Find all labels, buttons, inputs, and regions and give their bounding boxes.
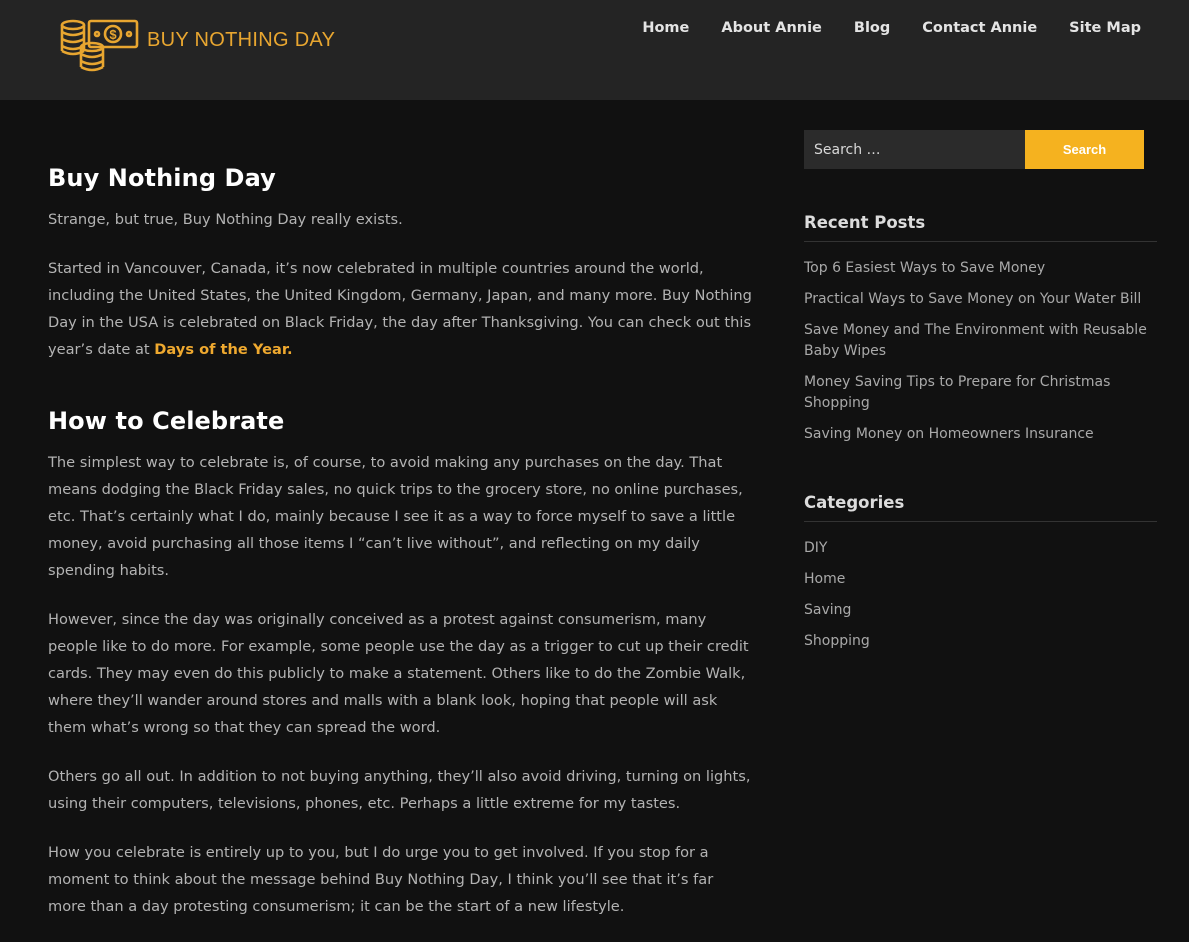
categories-widget [804, 491, 1157, 652]
list-item [804, 289, 1157, 310]
list-item [804, 320, 1157, 362]
categories-title: Categories [804, 491, 1157, 522]
recent-post-link[interactable]: Money Saving Tips to Prepare for Christmas Shopping [804, 374, 1111, 411]
recent-posts-list [804, 258, 1157, 445]
list-item [804, 631, 1157, 652]
days-of-the-year-link[interactable]: Days of the Year. [154, 341, 293, 358]
svg-text:$: $ [109, 27, 117, 42]
article-paragraph: How you celebrate is entirely up to you, but I do urge you to get involved. If you stop for a moment to think about the message behind Buy Nothing Day, I think you’ll see that it’s far more than a day protesting consumerism; it can be the start of a new lifestyle. [48, 844, 714, 915]
coins-money-icon [59, 17, 141, 73]
category-link-shopping[interactable]: Shopping [804, 633, 870, 649]
nav-about-annie[interactable]: About Annie [721, 20, 822, 36]
list-item [804, 569, 1157, 590]
recent-posts-widget [804, 211, 1157, 445]
sidebar [804, 130, 1157, 662]
nav-blog[interactable]: Blog [853, 20, 891, 36]
article-title: Buy Nothing Day [48, 164, 276, 192]
article-paragraph: The simplest way to celebrate is, of course, to avoid making any purchases on the day. That means dodging the Black Friday sales, no quick trips to the grocery store, no online purchases, etc. That’s certainly what I do, mainly because I see it as a way to force myself to save a little money, avoid purchasing all those items I “can’t live without”, and reflecting on my daily spending habits. [48, 454, 743, 579]
list-item [804, 424, 1157, 445]
article-paragraph: However, since the day was originally conceived as a protest against consumerism, many people like to do more. For example, some people use the day as a trigger to cut up their credit cards. They may even do this publicly to make a statement. Others like to do the Zombie Walk, where they’ll wander around stores and malls with a blank look, hoping that people will ask them what’s wrong so that they can spread the word. [48, 611, 749, 736]
recent-post-link[interactable]: Practical Ways to Save Money on Your Water Bill [804, 291, 1142, 307]
category-link-saving[interactable]: Saving [804, 602, 852, 618]
search-button[interactable]: Search [1025, 130, 1144, 169]
site-logo[interactable] [59, 16, 335, 74]
categories-list [804, 538, 1157, 652]
list-item [804, 600, 1157, 621]
article-paragraph: Others go all out. In addition to not buying anything, they’ll also avoid driving, turning on lights, using their computers, televisions, phones, etc. Perhaps a little extreme for my tastes. [48, 768, 751, 812]
article [48, 160, 753, 942]
nav-contact-annie[interactable]: Contact Annie [922, 20, 1038, 36]
category-link-diy[interactable]: DIY [804, 540, 828, 556]
list-item [804, 372, 1157, 414]
main-nav [610, 18, 1141, 38]
list-item [804, 258, 1157, 279]
recent-post-link[interactable]: Top 6 Easiest Ways to Save Money [804, 260, 1046, 276]
section-heading: How to Celebrate [48, 407, 285, 435]
paragraph-text: Started in Vancouver, Canada, it’s now celebrated in multiple countries around the world, including the United States, the United Kingdom, Germany, Japan, and many more. Buy Nothing Day in the USA is celebrated on Black Friday, the day after Thanksgiving. You can check out this year’s date at [48, 260, 752, 358]
nav-site-map[interactable]: Site Map [1069, 20, 1141, 36]
category-link-home[interactable]: Home [804, 571, 846, 587]
list-item [804, 538, 1157, 559]
recent-posts-title: Recent Posts [804, 211, 1157, 242]
logo-text: BUY NOTHING DAY [147, 28, 336, 51]
article-paragraph [48, 255, 753, 363]
search-form [804, 130, 1144, 169]
site-header [0, 0, 1189, 100]
recent-post-link[interactable]: Saving Money on Homeowners Insurance [804, 426, 1094, 442]
search-input[interactable] [804, 130, 1025, 169]
nav-home[interactable]: Home [642, 20, 690, 36]
article-paragraph: Strange, but true, Buy Nothing Day really exists. [48, 211, 403, 228]
recent-post-link[interactable]: Save Money and The Environment with Reusable Baby Wipes [804, 322, 1147, 359]
